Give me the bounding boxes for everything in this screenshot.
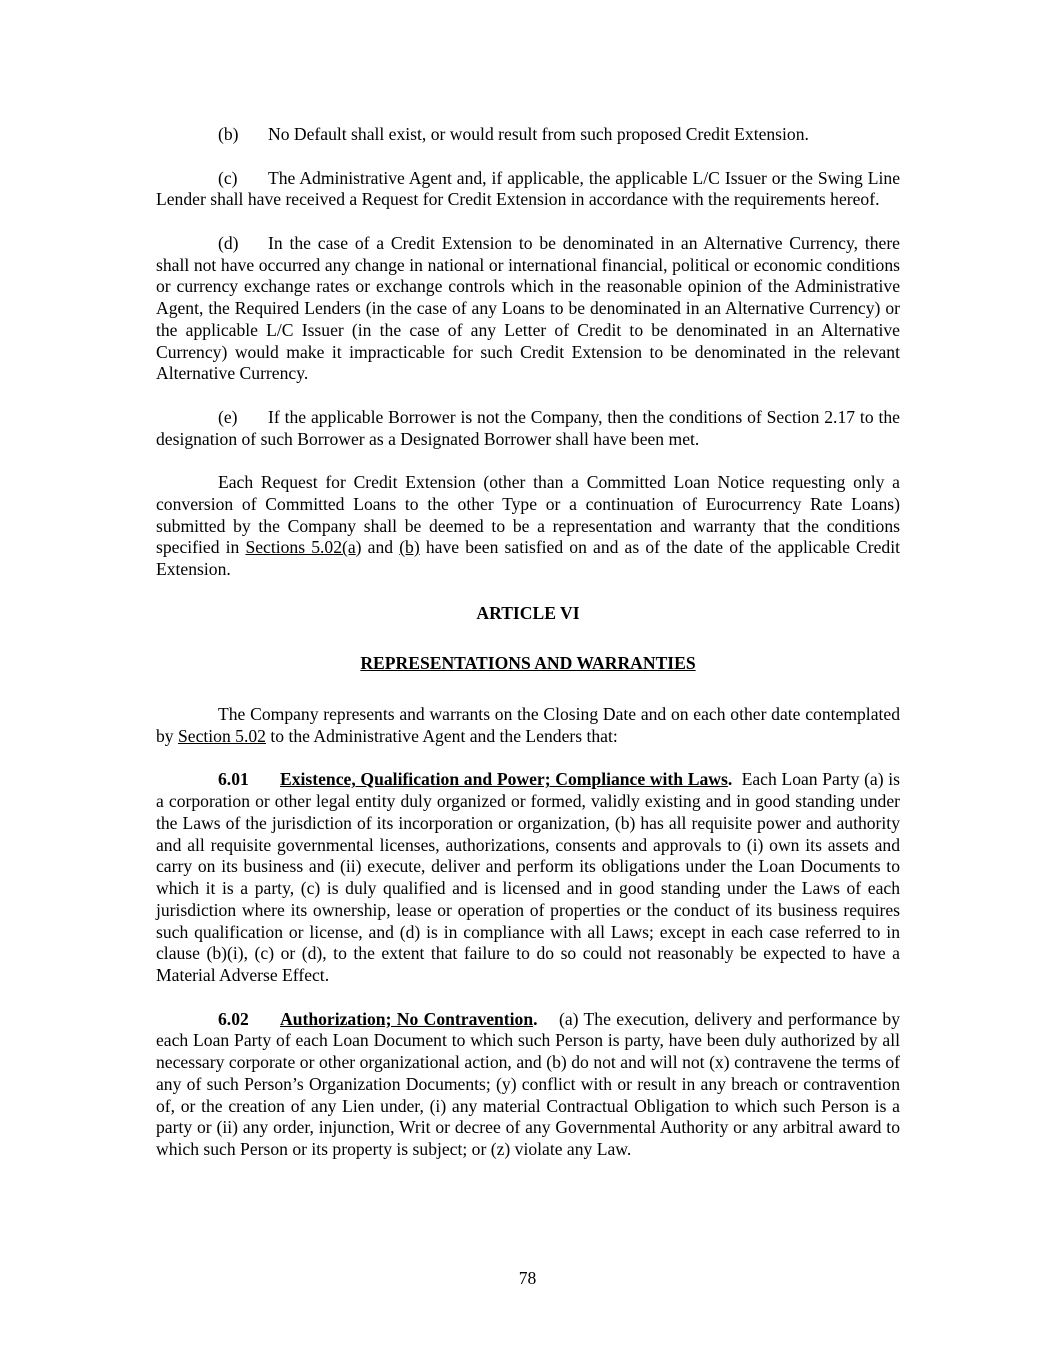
section-number: 6.01: [218, 769, 249, 790]
clause-e: [156, 407, 900, 451]
section-reference: Sections 5.02(a: [245, 537, 356, 558]
clause-label: (c): [218, 167, 238, 188]
clause-c: [156, 168, 900, 212]
intro-paragraph: [156, 704, 900, 748]
section-6-02: 6.02 Authorization; No Contravention. (a) The execution, delivery and performance by each Loan Party of each Loan Document to which such Person is party, have been duly authorized by all necessary corporate or other organizational action, and (b) do not and will not (x) contravene the terms of any of such Person’s Organization Documents; (y) conflict with or result in any breach or contravention of, or the creation of any Lien under, (i) any material Contractual Obligation to which such Person is a party or (ii) any order, injunction, Writ or decree of any Governmental Authority or any arbitral award to which such Person or its property is subject; or (z) violate any Law.: [156, 1008, 900, 1159]
section-text: (a) The execution, delivery and performance by each Loan Party of each Loan Document to which such Person is party, have been duly authorized by all necessary corporate or other organizational action, and (b) do not and will not (x) contravene the terms of any of such Person’s Organization Documents; (y) conflict with or result in any breach or contravention of, or the creation of any Lien under, (i) any material Contractual Obligation to which such Person is a party or (ii) any order, injunction, Writ or decree of any Governmental Authority or any arbitral award to which such Person or its property is subject; or (z) violate any Law.: [156, 1008, 900, 1159]
clause-label: (b): [218, 124, 239, 144]
clause-text: In the case of a Credit Extension to be denominated in an Alternative Currency, there shall not have occurred any change in national or international financial, political or economic conditions or currency exchange rates or exchange controls which in the reasonable opinion of the Administrative Agent, the Required Lenders (in the case of any Loans to be denominated in an Alternative Currency) or the applicable L/C Issuer (in the case of any Letter of Credit to be denominated in an Alternative Currency) would make it impracticable for such Credit Extension to be denominated in the relevant Alternative Currency.: [156, 232, 900, 384]
page-number: 78: [518, 1268, 537, 1288]
clause-text: No Default shall exist, or would result from such proposed Credit Extension.: [268, 124, 809, 144]
clause-label: (e): [218, 406, 238, 427]
article-title: [156, 653, 900, 675]
section-6-01: 6.01 Existence, Qualification and Power; Compliance with Laws. Each Loan Party (a) is a corporation or other legal entity duly organized or formed, validly existing and in good standing under the Laws of the jurisdiction of its incorporation or organization, (b) has all requisite power and authority and all requisite governmental licenses, authorizations, consents and approvals to (i) own its assets and carry on its business and (ii) execute, deliver and perform its obligations under the Loan Documents to which it is a party, (c) is duly qualified and is licensed and in good standing under the Laws of each jurisdiction where its ownership, lease or operation of properties or the conduct of its business requires such qualification or license, and (d) is in compliance with all Laws; except in each case referred to in clause (b)(i), (c) or (d), to the extent that failure to do so could not reasonably be expected to have a Material Adverse Effect.: [156, 769, 901, 985]
credit-extension-paragraph: [156, 472, 900, 581]
text: The Company represents and warrants on the Closing Date and on each other date contemplated by: [156, 704, 900, 746]
clause-text: The Administrative Agent and, if applicable, the applicable L/C Issuer or the Swing Line Lender shall have received a Request for Credit Extension in accordance with the requirements hereof.: [156, 167, 900, 210]
clause-d: [156, 233, 900, 385]
text: Each Request for Credit Extension (other than a Committed Loan Notice requesting only a conversion of Committed Loans to the other Type or a continuation of Eurocurrency Rate Loans) submitted by the Company shall be deemed to be a representation and warranty that the conditions specified in: [156, 472, 900, 558]
article-number: ARTICLE VI: [476, 602, 580, 623]
section-reference: Section 5.02: [178, 725, 266, 746]
section-heading: Authorization; No Contravention: [280, 1008, 534, 1029]
article-title-text: REPRESENTATIONS AND WARRANTIES: [360, 653, 696, 674]
clause-label: (d): [218, 232, 239, 253]
text: have been satisfied on and as of the date of the applicable Credit Extension.: [156, 537, 900, 579]
clause-b: [156, 124, 900, 146]
text: to the Administrative Agent and the Lenders that:: [265, 725, 618, 746]
clause-text: If the applicable Borrower is not the Company, then the conditions of Section 2.17 to the designation of such Borrower as a Designated Borrower shall have been met.: [156, 406, 900, 449]
text: ) and: [355, 537, 400, 558]
section-number: 6.02: [218, 1008, 249, 1029]
section-text: Each Loan Party (a) is a corporation or other legal entity duly organized or formed, validly existing and in good standing under the Laws of the jurisdiction of its incorporation or organization, (b) has all requisite power and authority and all requisite governmental licenses, authorizations, consents and approvals to (i) own its assets and carry on its business and (ii) execute, deliver and perform its obligations under the Loan Documents to which it is a party, (c) is duly qualified and is licensed and in good standing under the Laws of each jurisdiction where its ownership, lease or operation of properties or the conduct of its business requires such qualification or license, and (d) is in compliance with all Laws; except in each case referred to in clause (b)(i), (c) or (d), to the extent that failure to do so could not reasonably be expected to have a Material Adverse Effect.: [156, 769, 901, 985]
section-heading: Existence, Qualification and Power; Compliance with Laws: [280, 769, 728, 790]
document-page: [156, 124, 900, 1183]
section-reference: (b): [399, 537, 420, 558]
